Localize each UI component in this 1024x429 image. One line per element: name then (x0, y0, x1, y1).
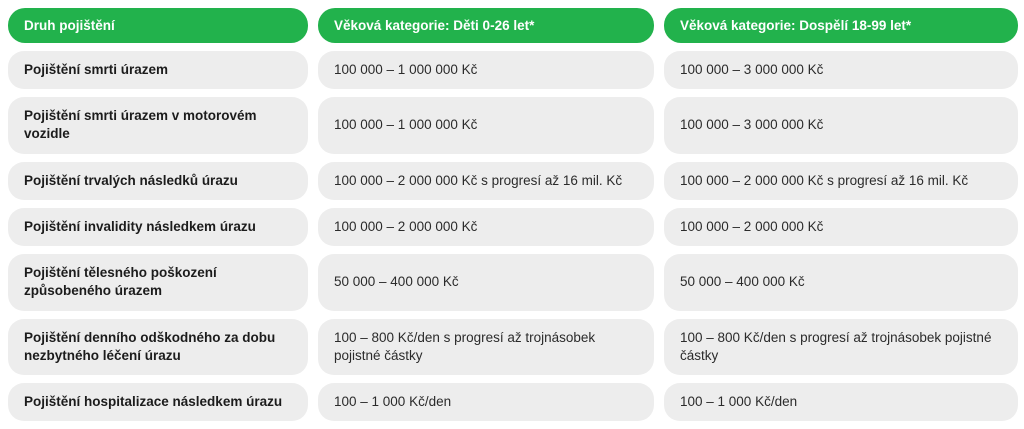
table-row (8, 383, 1016, 421)
table-row (8, 162, 1016, 200)
cell-adults-amount: 100 000 – 3 000 000 Kč (664, 51, 1018, 89)
column-header-children (318, 8, 654, 43)
cell-children-amount: 100 000 – 1 000 000 Kč (318, 51, 654, 89)
cell-adults-amount: 100 000 – 2 000 000 Kč s progresí až 16 mil. Kč (664, 162, 1018, 200)
cell-children-amount: 100 000 – 2 000 000 Kč (318, 208, 654, 246)
column-header-children-label: Věková kategorie: Děti 0-26 let* (334, 18, 535, 33)
cell-adults-amount: 50 000 – 400 000 Kč (664, 254, 1018, 310)
cell-children-amount: 100 000 – 2 000 000 Kč s progresí až 16 mil. Kč (318, 162, 654, 200)
cell-adults-amount: 100 000 – 2 000 000 Kč (664, 208, 1018, 246)
cell-children-amount: 100 000 – 1 000 000 Kč (318, 97, 654, 153)
cell-adults-amount: 100 – 800 Kč/den s progresí až trojnásobek pojistné částky (664, 319, 1018, 375)
cell-adults-amount: 100 – 1 000 Kč/den (664, 383, 1018, 421)
table-header-row (8, 8, 1016, 43)
cell-insurance-type: Pojištění tělesného poškození způsobeného úrazem (8, 254, 308, 310)
table-row (8, 97, 1016, 153)
column-header-adults (664, 8, 1018, 43)
cell-insurance-type: Pojištění invalidity následkem úrazu (8, 208, 308, 246)
cell-children-amount: 50 000 – 400 000 Kč (318, 254, 654, 310)
table-row (8, 208, 1016, 246)
table-row (8, 254, 1016, 310)
cell-children-amount: 100 – 1 000 Kč/den (318, 383, 654, 421)
cell-children-amount: 100 – 800 Kč/den s progresí až trojnásobek pojistné částky (318, 319, 654, 375)
cell-insurance-type: Pojištění trvalých následků úrazu (8, 162, 308, 200)
column-header-adults-label: Věková kategorie: Dospělí 18-99 let* (680, 18, 912, 33)
cell-insurance-type: Pojištění denního odškodného za dobu nezbytného léčení úrazu (8, 319, 308, 375)
cell-insurance-type: Pojištění smrti úrazem (8, 51, 308, 89)
cell-adults-amount: 100 000 – 3 000 000 Kč (664, 97, 1018, 153)
column-header-insurance-type-label: Druh pojištění (24, 18, 115, 33)
cell-insurance-type: Pojištění smrti úrazem v motorovém vozidle (8, 97, 308, 153)
cell-insurance-type: Pojištění hospitalizace následkem úrazu (8, 383, 308, 421)
column-header-insurance-type (8, 8, 308, 43)
table-row (8, 319, 1016, 375)
table-row (8, 51, 1016, 89)
